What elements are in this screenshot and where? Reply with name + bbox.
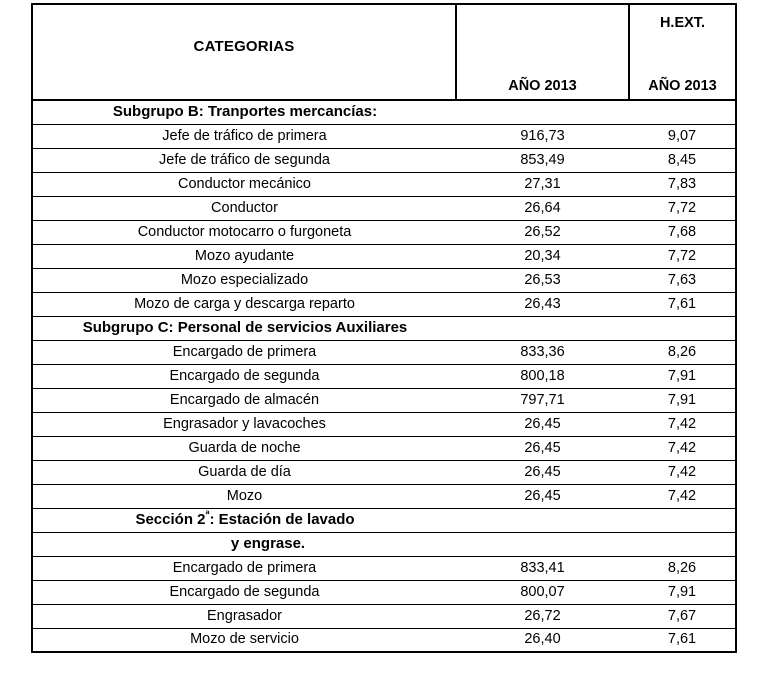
horas-extra-2013-cell: 7,91 bbox=[629, 364, 736, 388]
horas-extra-2013-cell: 7,61 bbox=[629, 292, 736, 316]
category-name-cell: Encargado de primera bbox=[32, 556, 456, 580]
section-header-label: Subgrupo B: Tranportes mercancías: bbox=[112, 103, 378, 121]
table-row bbox=[32, 364, 736, 388]
salary-2013-cell: 26,40 bbox=[456, 628, 629, 652]
table-section-row bbox=[32, 508, 736, 532]
section-header-cell bbox=[32, 532, 736, 556]
category-name-cell: Conductor bbox=[32, 196, 456, 220]
table-row bbox=[32, 220, 736, 244]
salary-2013-cell: 26,45 bbox=[456, 484, 629, 508]
salary-2013-cell: 800,07 bbox=[456, 580, 629, 604]
category-name-cell: Mozo especializado bbox=[32, 268, 456, 292]
horas-extra-2013-cell: 8,26 bbox=[629, 340, 736, 364]
category-name-cell: Mozo de servicio bbox=[32, 628, 456, 652]
section-header-cell bbox=[32, 100, 736, 124]
table-section-row bbox=[32, 100, 736, 124]
table-section-row bbox=[32, 316, 736, 340]
section-header-label: y engrase. bbox=[230, 535, 306, 552]
category-name-cell: Mozo ayudante bbox=[32, 244, 456, 268]
salary-2013-cell: 26,45 bbox=[456, 412, 629, 436]
horas-extra-2013-cell: 7,91 bbox=[629, 580, 736, 604]
section-header-cell bbox=[32, 508, 736, 532]
section-header-cell bbox=[32, 316, 736, 340]
table-header bbox=[32, 4, 736, 100]
salary-2013-cell: 797,71 bbox=[456, 388, 629, 412]
salary-2013-cell: 26,64 bbox=[456, 196, 629, 220]
category-name-cell: Engrasador bbox=[32, 604, 456, 628]
horas-extra-2013-cell: 7,72 bbox=[629, 244, 736, 268]
table-row bbox=[32, 412, 736, 436]
horas-extra-2013-cell: 8,26 bbox=[629, 556, 736, 580]
category-name-cell: Jefe de tráfico de segunda bbox=[32, 148, 456, 172]
salary-2013-cell: 26,53 bbox=[456, 268, 629, 292]
horas-extra-2013-cell: 8,45 bbox=[629, 148, 736, 172]
salary-2013-cell: 26,52 bbox=[456, 220, 629, 244]
column-header-horas-extra bbox=[629, 4, 736, 100]
horas-extra-2013-cell: 7,42 bbox=[629, 412, 736, 436]
column-header-year-2013: AÑO 2013 bbox=[456, 4, 629, 100]
salary-2013-cell: 20,34 bbox=[456, 244, 629, 268]
horas-extra-2013-cell: 7,72 bbox=[629, 196, 736, 220]
category-name-cell: Conductor motocarro o furgoneta bbox=[32, 220, 456, 244]
category-name-cell: Encargado de primera bbox=[32, 340, 456, 364]
salary-2013-cell: 26,45 bbox=[456, 436, 629, 460]
section-header-label: Sección $2^ª$: Estación de lavado bbox=[135, 509, 355, 528]
salary-2013-cell: 833,41 bbox=[456, 556, 629, 580]
horas-extra-2013-cell: 7,61 bbox=[629, 628, 736, 652]
table-row bbox=[32, 604, 736, 628]
salary-2013-cell: 833,36 bbox=[456, 340, 629, 364]
category-name-cell: Encargado de almacén bbox=[32, 388, 456, 412]
category-name-cell: Encargado de segunda bbox=[32, 580, 456, 604]
horas-extra-2013-cell: 7,83 bbox=[629, 172, 736, 196]
category-name-cell: Guarda de noche bbox=[32, 436, 456, 460]
table-row bbox=[32, 148, 736, 172]
table-row bbox=[32, 580, 736, 604]
table-header-row bbox=[32, 4, 736, 100]
salary-2013-cell: 26,72 bbox=[456, 604, 629, 628]
category-name-cell: Conductor mecánico bbox=[32, 172, 456, 196]
section-header-label: Subgrupo C: Personal de servicios Auxiliares bbox=[82, 319, 408, 336]
ordinal-indicator: ª bbox=[205, 509, 210, 521]
horas-extra-2013-cell: 7,91 bbox=[629, 388, 736, 412]
salary-2013-cell: 26,45 bbox=[456, 460, 629, 484]
category-name-cell: Engrasador y lavacoches bbox=[32, 412, 456, 436]
category-name-cell: Mozo de carga y descarga reparto bbox=[32, 292, 456, 316]
table-row bbox=[32, 388, 736, 412]
category-name-cell: Jefe de tráfico de primera bbox=[32, 124, 456, 148]
table-row bbox=[32, 196, 736, 220]
category-name-cell: Guarda de día bbox=[32, 460, 456, 484]
horas-extra-header-stack bbox=[630, 5, 735, 99]
table-body bbox=[32, 100, 736, 652]
table-row bbox=[32, 556, 736, 580]
table-row bbox=[32, 484, 736, 508]
wage-scale-table bbox=[31, 3, 737, 653]
horas-extra-2013-cell: 7,67 bbox=[629, 604, 736, 628]
table-section-row bbox=[32, 532, 736, 556]
horas-extra-2013-cell: 7,42 bbox=[629, 436, 736, 460]
horas-extra-2013-cell: 7,42 bbox=[629, 460, 736, 484]
table-row bbox=[32, 244, 736, 268]
salary-2013-cell: 27,31 bbox=[456, 172, 629, 196]
table-row bbox=[32, 292, 736, 316]
column-header-hext-title: H.EXT. bbox=[659, 15, 706, 31]
table-row bbox=[32, 172, 736, 196]
table-row bbox=[32, 124, 736, 148]
table-row bbox=[32, 340, 736, 364]
horas-extra-2013-cell: 9,07 bbox=[629, 124, 736, 148]
table-row bbox=[32, 436, 736, 460]
table-row bbox=[32, 268, 736, 292]
category-name-cell: Encargado de segunda bbox=[32, 364, 456, 388]
salary-2013-cell: 853,49 bbox=[456, 148, 629, 172]
salary-2013-cell: 800,18 bbox=[456, 364, 629, 388]
horas-extra-2013-cell: 7,42 bbox=[629, 484, 736, 508]
table-row bbox=[32, 628, 736, 652]
column-header-hext-year: AÑO 2013 bbox=[648, 78, 717, 94]
category-name-cell: Mozo bbox=[32, 484, 456, 508]
horas-extra-2013-cell: 7,68 bbox=[629, 220, 736, 244]
salary-2013-cell: 916,73 bbox=[456, 124, 629, 148]
salary-2013-cell: 26,43 bbox=[456, 292, 629, 316]
horas-extra-2013-cell: 7,63 bbox=[629, 268, 736, 292]
table-row bbox=[32, 460, 736, 484]
column-header-categories: CATEGORIAS bbox=[32, 4, 456, 100]
